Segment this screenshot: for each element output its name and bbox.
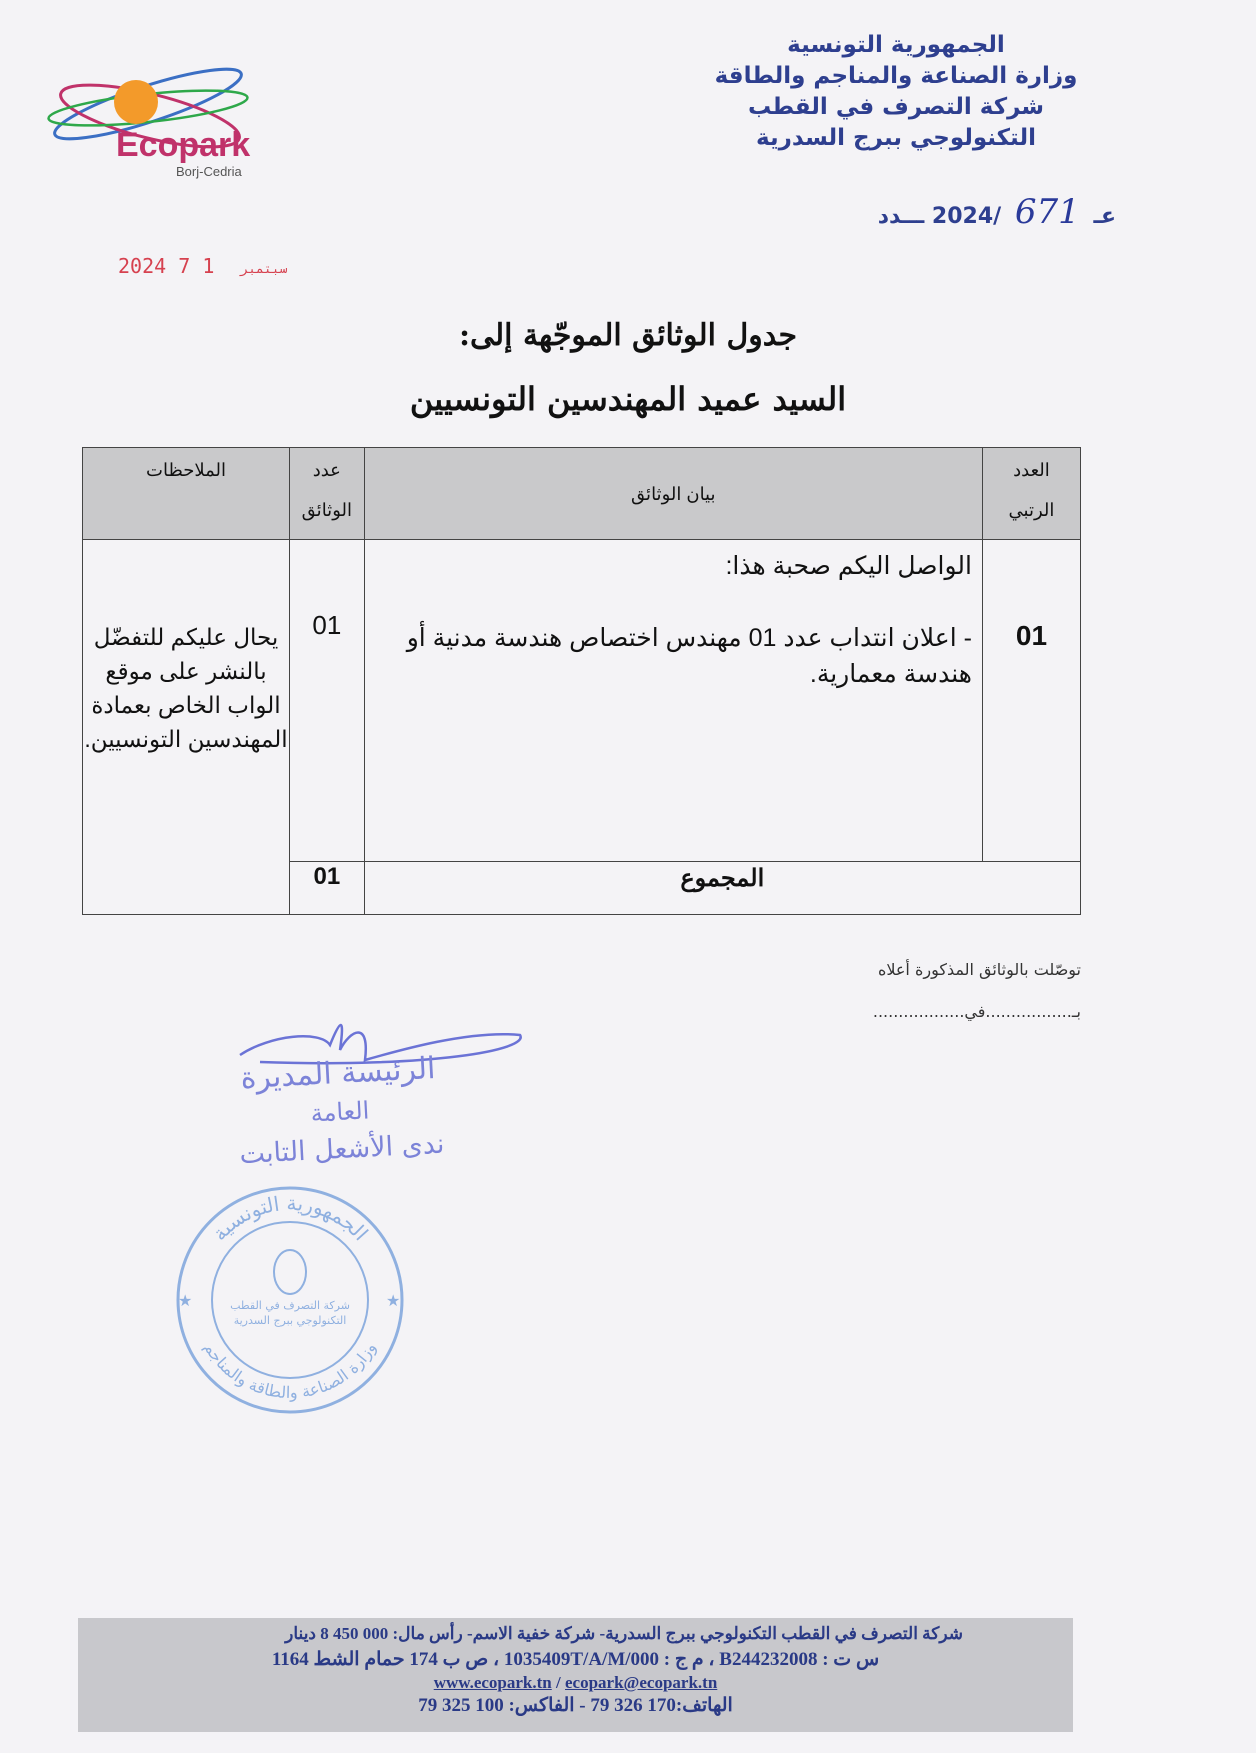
page-footer — [78, 1618, 1073, 1732]
ref-handwritten-number: 671 — [1014, 192, 1080, 232]
table-header-row — [83, 448, 1081, 540]
footer-website-link[interactable]: www.ecopark.tn — [433, 1673, 552, 1692]
svg-text:★: ★ — [386, 1291, 401, 1310]
header-notes: الملاحظات — [83, 448, 290, 540]
footer-company-line: شركة التصرف في القطب التكنولوجي ببرج السدرية- شركة خفية الاسم- رأس مال: 000 450 8 دينار — [285, 1624, 963, 1643]
description-item: - اعلان انتداب عدد 01 مهندس اختصاص هندسة مدنية أو هندسة معمارية. — [406, 624, 972, 688]
date-stamp-year: 2024 — [118, 254, 167, 278]
date-stamp-month: سبتمبر — [240, 262, 288, 277]
seal-top-text: الجمهورية التونسية — [207, 1190, 373, 1246]
footer-phone-fax: الهاتف:170 326 79 - الفاكس: 100 325 79 — [418, 1695, 733, 1716]
letterhead — [686, 30, 1106, 154]
table-row — [83, 540, 1081, 862]
logo-sub-text: Borj-Cedria — [176, 164, 242, 179]
ecopark-logo — [38, 44, 258, 184]
row-notes: يحال عليكم للتفضّل بالنشر على موقع الواب الخاص بعمادة المهندسين التونسيين. — [83, 540, 290, 915]
date-stamp-day: 1 7 — [178, 254, 215, 278]
letterhead-line-3: شركة التصرف في القطب — [747, 94, 1045, 120]
footer-email-link[interactable]: ecopark@ecopark.tn — [565, 1673, 718, 1692]
signature-name: ندى الأشعل التابت — [238, 1128, 446, 1171]
document-title: جدول الوثائق الموجّهة إلى: — [458, 318, 798, 353]
row-document-count: 01 — [290, 540, 365, 862]
signature-title-2: العامة — [310, 1096, 370, 1128]
official-seal — [170, 1180, 410, 1420]
signature-title: الرئيسة المديرة — [239, 1050, 437, 1097]
receipt-acknowledgement: توصّلت بالوثائق المذكورة أعلاه — [877, 960, 1081, 979]
letterhead-line-2: وزارة الصناعة والمناجم والطاقة — [714, 63, 1078, 89]
receipt-place-date: بـ.................في.................. — [872, 1002, 1081, 1021]
signature-block — [187, 1047, 493, 1177]
document-recipient: السيد عميد المهندسين التونسيين — [409, 380, 847, 418]
letterhead-line-1: الجمهورية التونسية — [787, 32, 1005, 58]
date-stamp — [118, 254, 301, 278]
header-description: بيان الوثائق — [364, 448, 982, 540]
reference-number — [878, 192, 1116, 232]
header-serial-number: العدد الرتبي — [982, 448, 1080, 540]
header-document-count: عدد الوثائق — [290, 448, 365, 540]
description-intro: الواصل اليكم صحبة هذا: — [725, 552, 972, 580]
ref-suffix: /2024 ـــدد — [877, 204, 1002, 229]
svg-text:الجمهورية التونسية — [207, 1191, 373, 1245]
seal-bottom-text: وزارة الصناعة والطاقة والمناجم — [200, 1338, 380, 1403]
total-label: المجموع — [364, 861, 1080, 914]
documents-table — [82, 447, 1081, 915]
seal-center-text: شركة التصرف في القطب التكنولوجي ببرج السدرية — [230, 1299, 350, 1327]
letterhead-line-4: التكنولوجي ببرج السدرية — [756, 125, 1036, 151]
footer-links: www.ecopark.tn / ecopark@ecopark.tn — [433, 1673, 718, 1692]
row-description — [364, 540, 982, 862]
row-serial-number: 01 — [982, 540, 1080, 862]
svg-text:★: ★ — [178, 1291, 193, 1310]
logo-brand-text: Ecopark — [116, 126, 251, 164]
footer-registration-line: س ت : B244232008 ، م ج : 1035409T/A/M/000 ، ص ب 174 حمام الشط 1164 — [271, 1649, 880, 1670]
ref-prefix: عـ — [1093, 204, 1116, 229]
total-count: 01 — [290, 861, 365, 914]
